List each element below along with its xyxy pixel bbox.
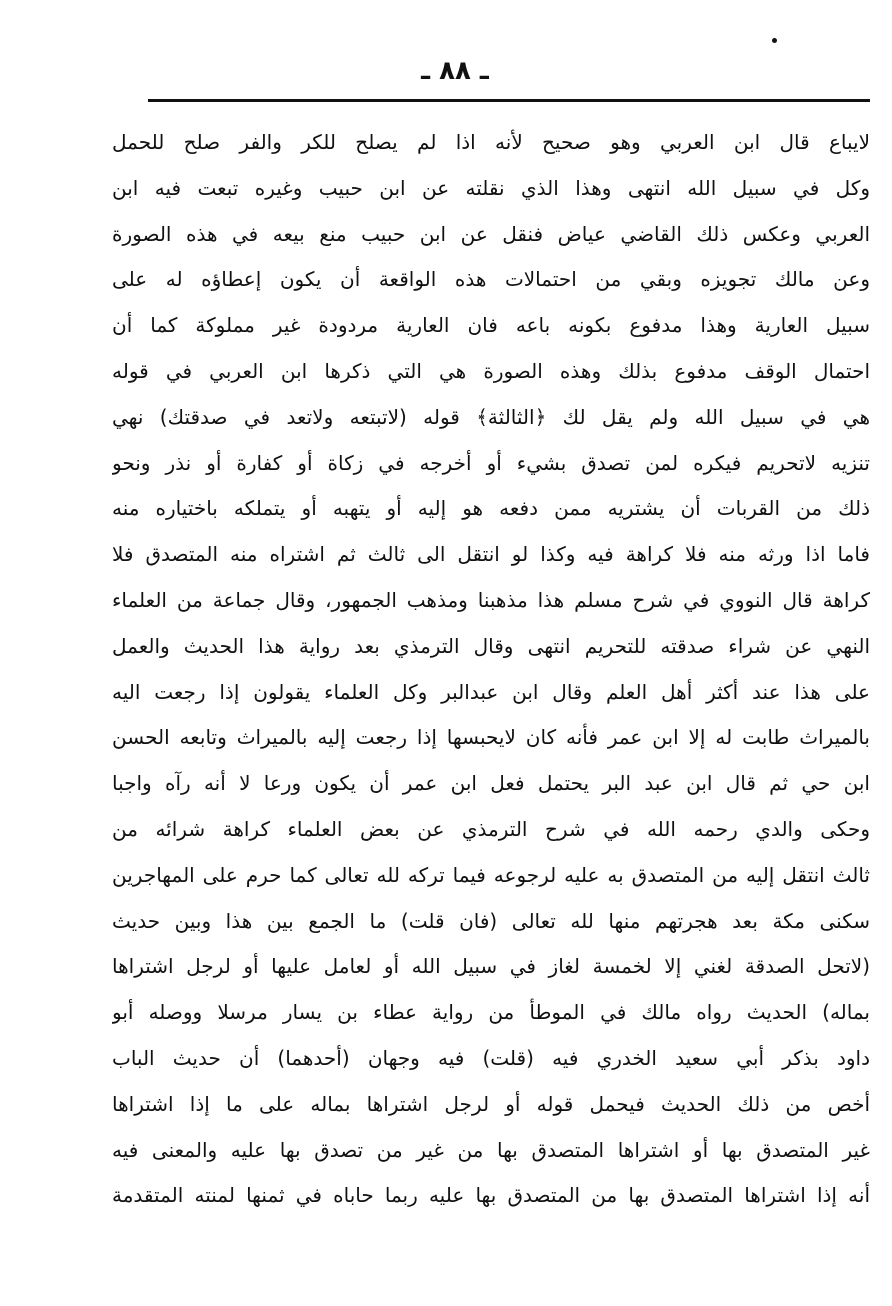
text-line: العربي وعكس ذلك القاضي عياض فنقل عن ابن حبيب منع بيعه في هذه الصورة xyxy=(112,221,870,246)
text-line: فاما اذا ورثه منه فلا كراهة فيه وكذا لو انتقل الى ثالث ثم اشتراه منه المتصدق فلا xyxy=(112,542,870,567)
text-line: وحكى والدي رحمه الله في شرح الترمذي عن بعض العلماء كراهة شرائه من xyxy=(112,816,870,841)
text-line: بماله) الحديث رواه مالك في الموطأ من رواية عطاء بن يسار مرسلا ووصله أبو xyxy=(112,1000,870,1025)
text-line: لايباع قال ابن العربي وهو صحيح لأنه اذا لم يصلح للكر والفر صلح للحمل xyxy=(112,130,870,154)
text-line: داود بذكر أبي سعيد الخدري فيه (قلت) فيه وجهان (أحدهما) أن حديث الباب xyxy=(112,1045,870,1070)
text-line: سكنى مكة بعد هجرتهم منها لله تعالى (فان قلت) ما الجمع بين هذا وبين حديث xyxy=(112,908,870,933)
text-line: أنه إذا اشتراها المتصدق بها من المتصدق بها عليه ربما حاباه في ثمنها لمنته المتقدمة xyxy=(112,1183,870,1208)
header-rule xyxy=(148,99,870,102)
text-line: ذلك من القربات أن يشتريه ممن دفعه هو إليه أو يتهبه أو يتملكه باختياره منه xyxy=(112,496,870,521)
text-line: ابن حي ثم قال ابن عبد البر يحتمل فعل ابن عمر أن يكون ورعا لا أنه رآه واجبا xyxy=(112,771,870,796)
text-line: النهي عن شراء صدقته للتحريم انتهى وقال الترمذي بعد رواية هذا الحديث والعمل xyxy=(112,633,870,658)
text-line: هي في سبيل الله ولم يقل لك ﴿الثالثة﴾ قوله (لاتبتعه ولاتعد في صدقتك) نهي xyxy=(112,404,870,429)
text-line: كراهة قال النووي في شرح مسلم هذا مذهبنا ومذهب الجمهور، وقال جماعة من العلماء xyxy=(112,587,870,612)
text-line: (لاتحل الصدقة لغني إلا لخمسة لغاز في سبيل الله أو لعامل عليها أو لرجل اشتراها xyxy=(112,954,870,979)
text-line: أخص من ذلك الحديث فيحمل قوله أو لرجل اشتراها بماله على ما إذا اشتراها xyxy=(112,1091,870,1116)
text-line: احتمال الوقف مدفوع بذلك وهذه الصورة هي التي ذكرها ابن العربي في قوله xyxy=(112,358,870,383)
text-line: وعن مالك تجويزه وبقي من احتمالات هذه الواقعة أن يكون إعطاؤه له على xyxy=(112,267,870,292)
page-number: ـ ٨٨ ـ xyxy=(421,56,489,86)
text-line: بالميراث طابت له إلا ابن عمر فأنه كان لايحبسها إذا رجعت إليه بالميراث وتابعه الحسن xyxy=(112,725,870,750)
text-line: سبيل العارية وهذا مدفوع بكونه باعه فان العارية مردودة غير مملوكة كما أن xyxy=(112,313,870,338)
text-line: وكل في سبيل الله انتهى وهذا الذي نقلته عن ابن حبيب وغيره تبعت فيه ابن xyxy=(112,175,870,200)
text-line: غير المتصدق بها أو اشتراها المتصدق بها من غير من تصدق بها عليه والمعنى فيه xyxy=(112,1137,870,1162)
ink-dot xyxy=(772,38,777,43)
text-line: ثالث انتقل إليه من المتصدق به عليه لرجوعه فيما تركه لله تعالى كما حرم على المهاجرين xyxy=(112,862,870,887)
text-line: على هذا عند أكثر أهل العلم وقال ابن عبدالبر وكل العلماء يقولون إذا رجعت اليه xyxy=(112,679,870,704)
text-line: تنزيه لاتحريم فيكره لمن تصدق بشيء أو أخرجه في زكاة أو كفارة أو نذر ونحو xyxy=(112,450,870,475)
body-text xyxy=(112,120,870,1219)
